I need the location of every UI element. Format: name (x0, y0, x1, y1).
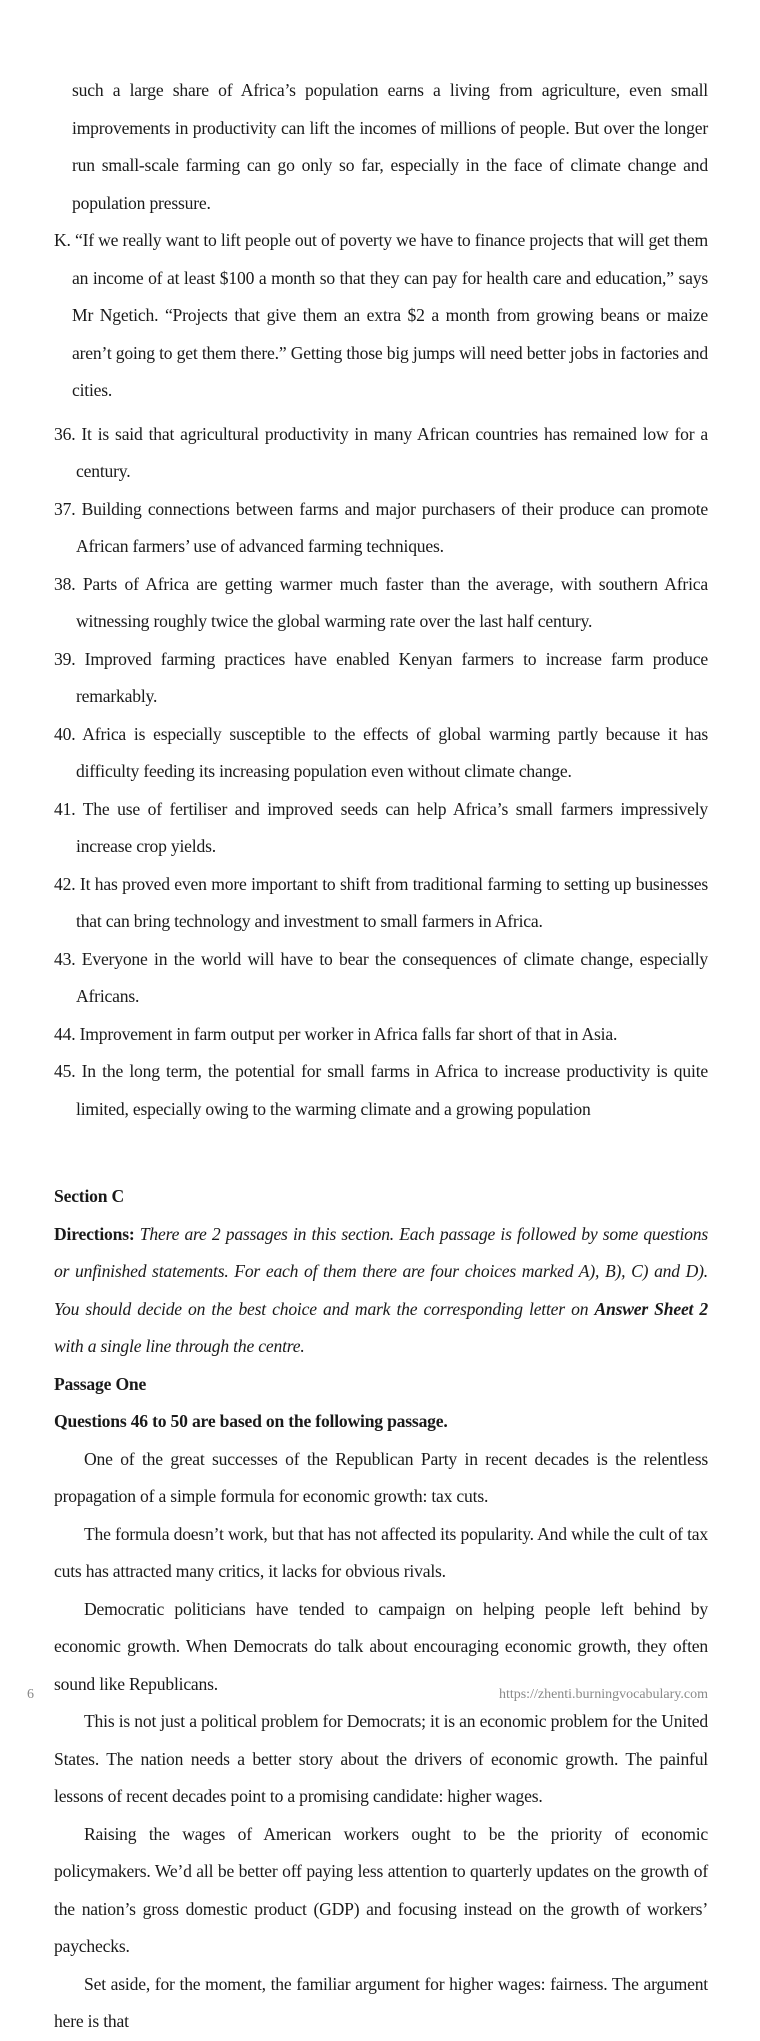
directions-text-1: There are 2 passages in this section. Each passage is followed by some questions or unfinished statements. For each of them there are four choices marked A), B), C) and D). You should decide on the best choice and mark the corresponding letter on (54, 1223, 708, 1319)
page-number: 6 (27, 1687, 34, 1702)
statement-38: 38. Parts of Africa are getting warmer much faster than the average, with southern Africa witnessing roughly twice the global warming rate over the last half century. (54, 573, 708, 631)
statement-39: 39. Improved farming practices have enabled Kenyan farmers to increase farm produce remarkably. (54, 648, 708, 706)
statement-43: 43. Everyone in the world will have to bear the consequences of climate change, especially Africans. (54, 948, 708, 1006)
footer-url[interactable]: https://zhenti.burningvocabulary.com (498, 1687, 708, 1702)
statement-40: 40. Africa is especially susceptible to the effects of global warming partly because it has difficulty feeding its increasing population even without climate change. (54, 723, 708, 781)
statement-45: 45. In the long term, the potential for small farms in Africa to increase productivity is quite limited, especially owing to the warming climate and a growing population (54, 1061, 708, 1119)
statement-list (54, 416, 708, 1129)
statement-44: 44. Improvement in farm output per worker in Africa falls far short of that in Asia. (54, 1023, 618, 1044)
passage-paragraph-6: Set aside, for the moment, the familiar argument for higher wages: fairness. The argument here is that (54, 1973, 708, 2031)
passage-paragraph-2: The formula doesn’t work, but that has not affected its popularity. And while the cult of tax cuts has attracted many critics, it lacks for obvious rivals. (54, 1523, 708, 1581)
section-directions (54, 1216, 708, 1366)
page-content (54, 72, 708, 2041)
paragraph-j-continuation: such a large share of Africa’s population earns a living from agriculture, even small improvements in productivity can lift the incomes of millions of people. But over the longer run small-scale farming can go only so far, especially in the face of climate change and population pressure. (72, 80, 708, 213)
passage-paragraph-1: One of the great successes of the Republican Party in recent decades is the relentless propagation of a simple formula for economic growth: tax cuts. (54, 1448, 708, 1506)
directions-text-2: with a single line through the centre. (54, 1336, 305, 1356)
statement-42: 42. It has proved even more important to shift from traditional farming to setting up businesses that can bring technology and investment to small farmers in Africa. (54, 873, 708, 931)
statement-37: 37. Building connections between farms and major purchasers of their produce can promote African farmers’ use of advanced farming techniques. (54, 498, 708, 556)
statement-36: 36. It is said that agricultural productivity in many African countries has remained low for a century. (54, 423, 708, 481)
passage-title: Passage One (54, 1373, 147, 1394)
directions-label: Directions: (54, 1223, 135, 1244)
answer-sheet-label: Answer Sheet 2 (594, 1298, 708, 1319)
passage-paragraph-4: This is not just a political problem for Democrats; it is an economic problem for the United States. The nation needs a better story about the drivers of economic growth. The painful lessons of recent decades point to a promising candidate: higher wages. (54, 1711, 708, 1806)
statement-41: 41. The use of fertiliser and improved seeds can help Africa’s small farmers impressively increase crop yields. (54, 798, 708, 856)
section-c-heading: Section C (54, 1186, 125, 1206)
passage-paragraph-5: Raising the wages of American workers ought to be the priority of economic policymakers. We’d all be better off paying less attention to quarterly updates on the growth of the nation’s gross domestic product (GDP) and focusing instead on the growth of workers’ paychecks. (54, 1823, 708, 1956)
paragraph-k: K. “If we really want to lift people out of poverty we have to finance projects that will get them an income of at least $100 a month so that they can pay for health care and education,” says Mr Ngetich. “Projects that give them an extra $2 a month from growing beans or maize aren’t going to get them there.” Getting those big jumps will need better jobs in factories and cities. (54, 230, 708, 400)
questions-title: Questions 46 to 50 are based on the following passage. (54, 1411, 448, 1431)
passage-paragraph-3: Democratic politicians have tended to campaign on helping people left behind by economic growth. When Democrats do talk about encouraging economic growth, they often sound like Republicans. (54, 1598, 708, 1694)
